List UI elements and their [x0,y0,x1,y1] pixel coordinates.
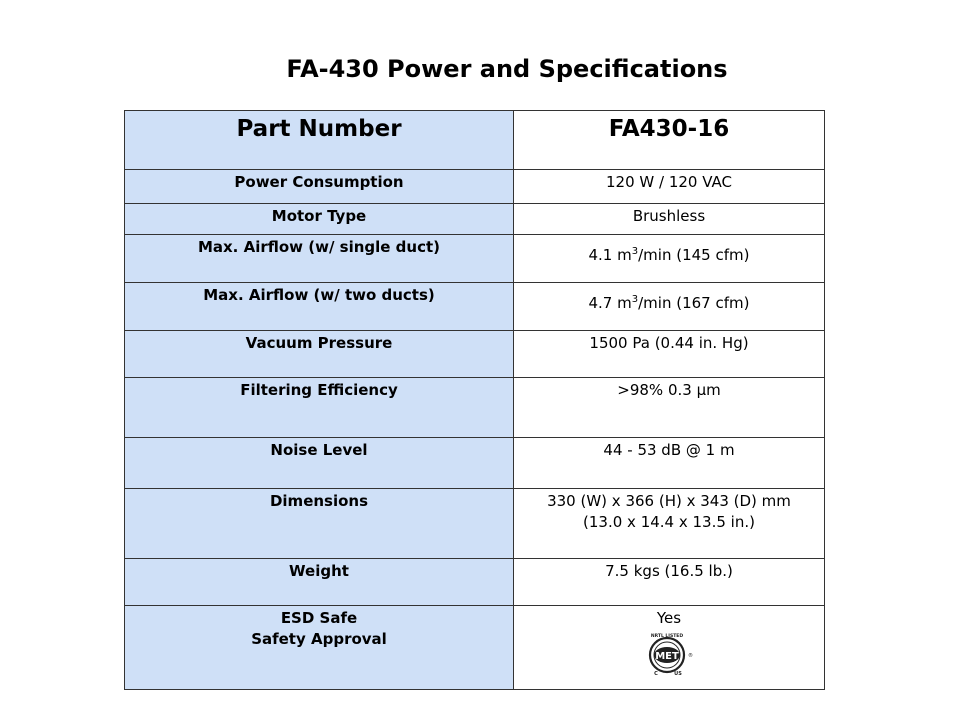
page-title: FA-430 Power and Specifications [286,55,728,83]
met-logo-c-mark: C [654,671,658,677]
specifications-table [124,110,825,690]
value-line: 330 (W) x 366 (H) x 343 (D) mm [547,492,791,510]
table-row [125,559,825,606]
row-label: Weight [125,559,514,606]
row-value [514,606,825,690]
label-line: Safety Approval [251,630,387,648]
table-row [125,606,825,690]
row-label: Filtering Efficiency [125,378,514,438]
table-row [125,331,825,378]
row-value: >98% 0.3 µm [514,378,825,438]
table-row [125,378,825,438]
row-label: Motor Type [125,204,514,235]
row-label: Power Consumption [125,170,514,204]
row-value [514,489,825,559]
table-row [125,438,825,489]
met-logo-text: MET [655,651,679,662]
row-label [125,606,514,690]
row-label: Max. Airflow (w/ single duct) [125,235,514,283]
row-value: 7.5 kgs (16.5 lb.) [514,559,825,606]
table-row [125,283,825,331]
table-row [125,235,825,283]
value-text: /min (145 cfm) [638,246,750,264]
value-text: /min (167 cfm) [638,294,750,312]
label-line: ESD Safe [280,609,358,627]
row-value: 120 W / 120 VAC [514,170,825,204]
met-logo-top-text: NRTL LISTED [650,634,684,639]
table-row [125,170,825,204]
row-value: 44 - 53 dB @ 1 m [514,438,825,489]
value-text: 4.1 m [588,246,632,264]
superscript: 3 [631,294,639,305]
row-value: 1500 Pa (0.44 in. Hg) [514,331,825,378]
value-text: 4.7 m [588,294,632,312]
header-value: FA430-16 [514,111,825,170]
header-label: Part Number [125,111,514,170]
value-line: (13.0 x 14.4 x 13.5 in.) [583,513,755,531]
row-label: Dimensions [125,489,514,559]
superscript: 3 [631,246,639,257]
table-row [125,489,825,559]
row-label: Vacuum Pressure [125,331,514,378]
row-label: Max. Airflow (w/ two ducts) [125,283,514,331]
row-value [514,235,825,283]
table-row [125,204,825,235]
registered-mark: ® [688,653,693,659]
met-logo-us-mark: US [674,671,682,677]
row-value: Brushless [514,204,825,235]
row-value [514,283,825,331]
table-header-row [125,111,825,170]
row-label: Noise Level [125,438,514,489]
value-text: Yes [656,609,682,627]
met-certification-logo [644,631,694,677]
